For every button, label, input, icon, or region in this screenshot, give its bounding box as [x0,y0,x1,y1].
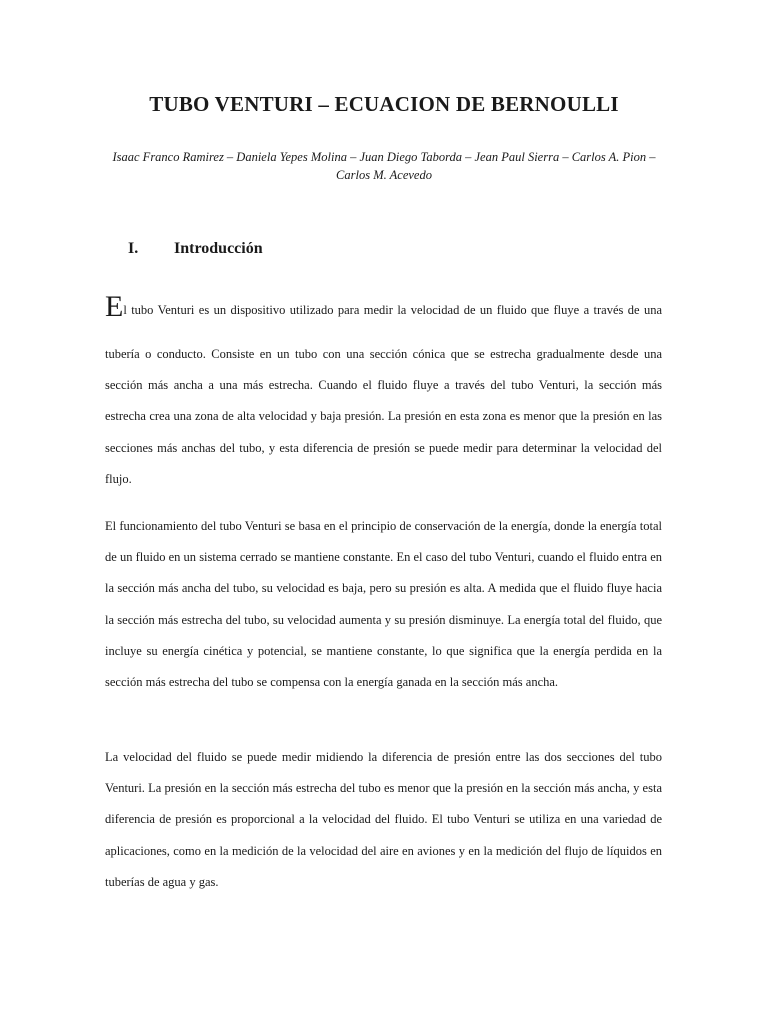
section-title: Introducción [174,240,263,257]
paragraph-measurement: La velocidad del fluido se puede medir midiendo la diferencia de presión entre las dos secciones del tubo Venturi. La presión en la sección más estrecha del tubo es menor que la presión en la sección más ancha, y esta diferencia de presión es proporcional a la velocidad del fluido. El tubo Venturi se utiliza en una variedad de aplicaciones, como en la medición de la velocidad del aire en aviones y en la medición del flujo de líquidos en tuberías de agua y gas. [105,750,662,889]
paragraph-intro-body: tubería o conducto. Consiste en un tubo con una sección cónica que se estrecha gradualmente desde una sección más ancha a una más estrecha. Cuando el fluido fluye a través del tubo Venturi, la sección más estrecha crea una zona de alta velocidad y baja presión. La presión en esta zona es menor que la presión en las secciones más anchas del tubo, y esta diferencia de presión se puede medir para determinar la velocidad del flujo. [105,347,662,486]
drop-cap: E [105,290,124,323]
paragraph-intro [105,290,662,495]
paragraph-principle: El funcionamiento del tubo Venturi se basa en el principio de conservación de la energía, donde la energía total de un fluido en un sistema cerrado se mantiene constante. En el caso del tubo Venturi, cuando el fluido entra en la sección más ancha del tubo, su velocidad es baja, pero su presión es alta. A medida que el fluido fluye hacia la sección más estrecha del tubo, su velocidad aumenta y su presión disminuye. La energía total del fluido, que incluye su energía cinética y potencial, se mantiene constante, lo que significa que la energía perdida en la sección más estrecha del tubo se compensa con la energía ganada en la sección más ancha. [105,519,662,690]
section-heading [128,240,263,258]
paragraph-first-line [105,290,662,330]
paragraph-first-line-text: l tubo Venturi es un dispositivo utilizado para medir la velocidad de un fluido que fluye a través de una [123,303,662,317]
section-number: I. [128,240,139,257]
author-list: Isaac Franco Ramirez – Daniela Yepes Molina – Juan Diego Taborda – Jean Paul Sierra – Carlos A. Pion – Carlos M. Acevedo [112,150,656,182]
document-title: TUBO VENTURI – ECUACION DE BERNOULLI [149,92,619,116]
